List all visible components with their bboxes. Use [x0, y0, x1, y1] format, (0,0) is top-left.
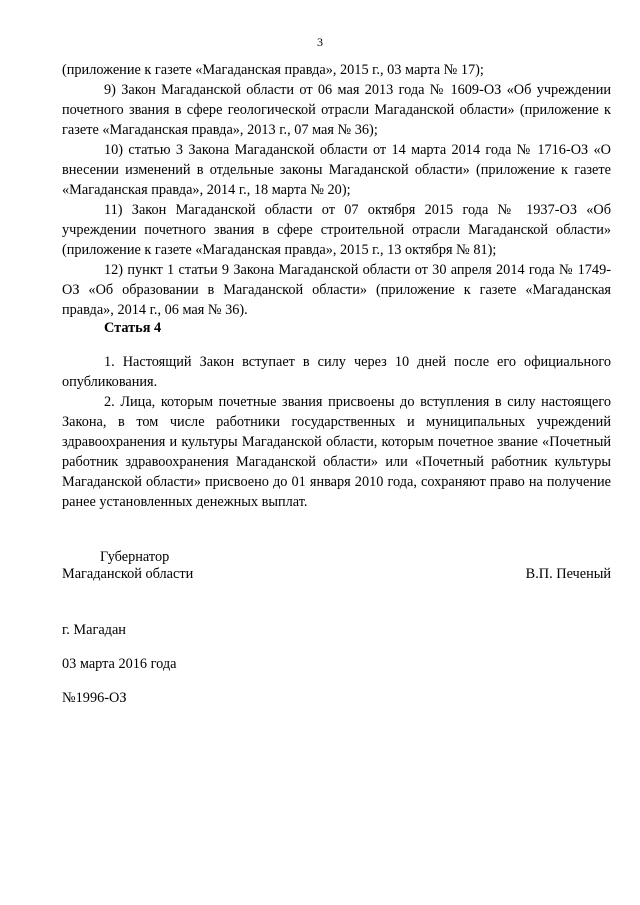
signatory-region: Магаданской области [62, 566, 194, 582]
signatory-title: Губернатор [100, 549, 170, 565]
signing-date: 03 марта 2016 года [62, 656, 177, 672]
article-title: Статья 4 [104, 320, 162, 336]
list-item-continuation: (приложение к газете «Магаданская правда», 2015 г., 03 марта № 17); [62, 62, 484, 78]
repealed-acts-list [62, 60, 611, 320]
law-number: №1996-ОЗ [62, 690, 127, 706]
article-body [62, 352, 611, 512]
list-item: 11) Закон Магаданской области от 07 октября 2015 года № 1937-ОЗ «Об учреждении почетного звания в сфере строительной отрасли Магаданской области» (приложение к газете «Магаданская правда», 2015 г., 13 октября № 81); [62, 202, 611, 258]
page-number: 3 [317, 35, 323, 49]
list-item: 10) статью 3 Закона Магаданской области от 14 марта 2014 года № 1716-ОЗ «О внесении изменений в отдельные законы Магаданской области» (приложение к газете «Магаданская правда», 2014 г., 18 марта № 20); [62, 142, 611, 198]
list-item: 12) пункт 1 статьи 9 Закона Магаданской области от 30 апреля 2014 года № 1749-ОЗ «Об образовании в Магаданской области» (приложение к газете «Магаданская правда», 2014 г., 06 мая № 36). [62, 262, 611, 318]
list-item: 9) Закон Магаданской области от 06 мая 2013 года № 1609-ОЗ «Об учреждении почетного звания в сфере геологической отрасли Магаданской области» (приложение к газете «Магаданская правда», 2013 г., 07 мая № 36); [62, 82, 611, 138]
article-paragraph: 1. Настоящий Закон вступает в силу через 10 дней после его официального опубликования. [62, 354, 611, 390]
place-of-signing: г. Магадан [62, 622, 126, 638]
article-paragraph: 2. Лица, которым почетные звания присвоены до вступления в силу настоящего Закона, в том числе работники государственных и муниципальных учреждений здравоохранения и культуры Магаданской области, которым почетное звание «Почетный работник здравоохранения Магаданской области» или «Почетный работник культуры Магаданской области» присвоено до 01 января 2010 года, сохраняют право на получение ранее установленных денежных выплат. [62, 394, 611, 510]
signatory-name: В.П. Печеный [525, 566, 611, 582]
